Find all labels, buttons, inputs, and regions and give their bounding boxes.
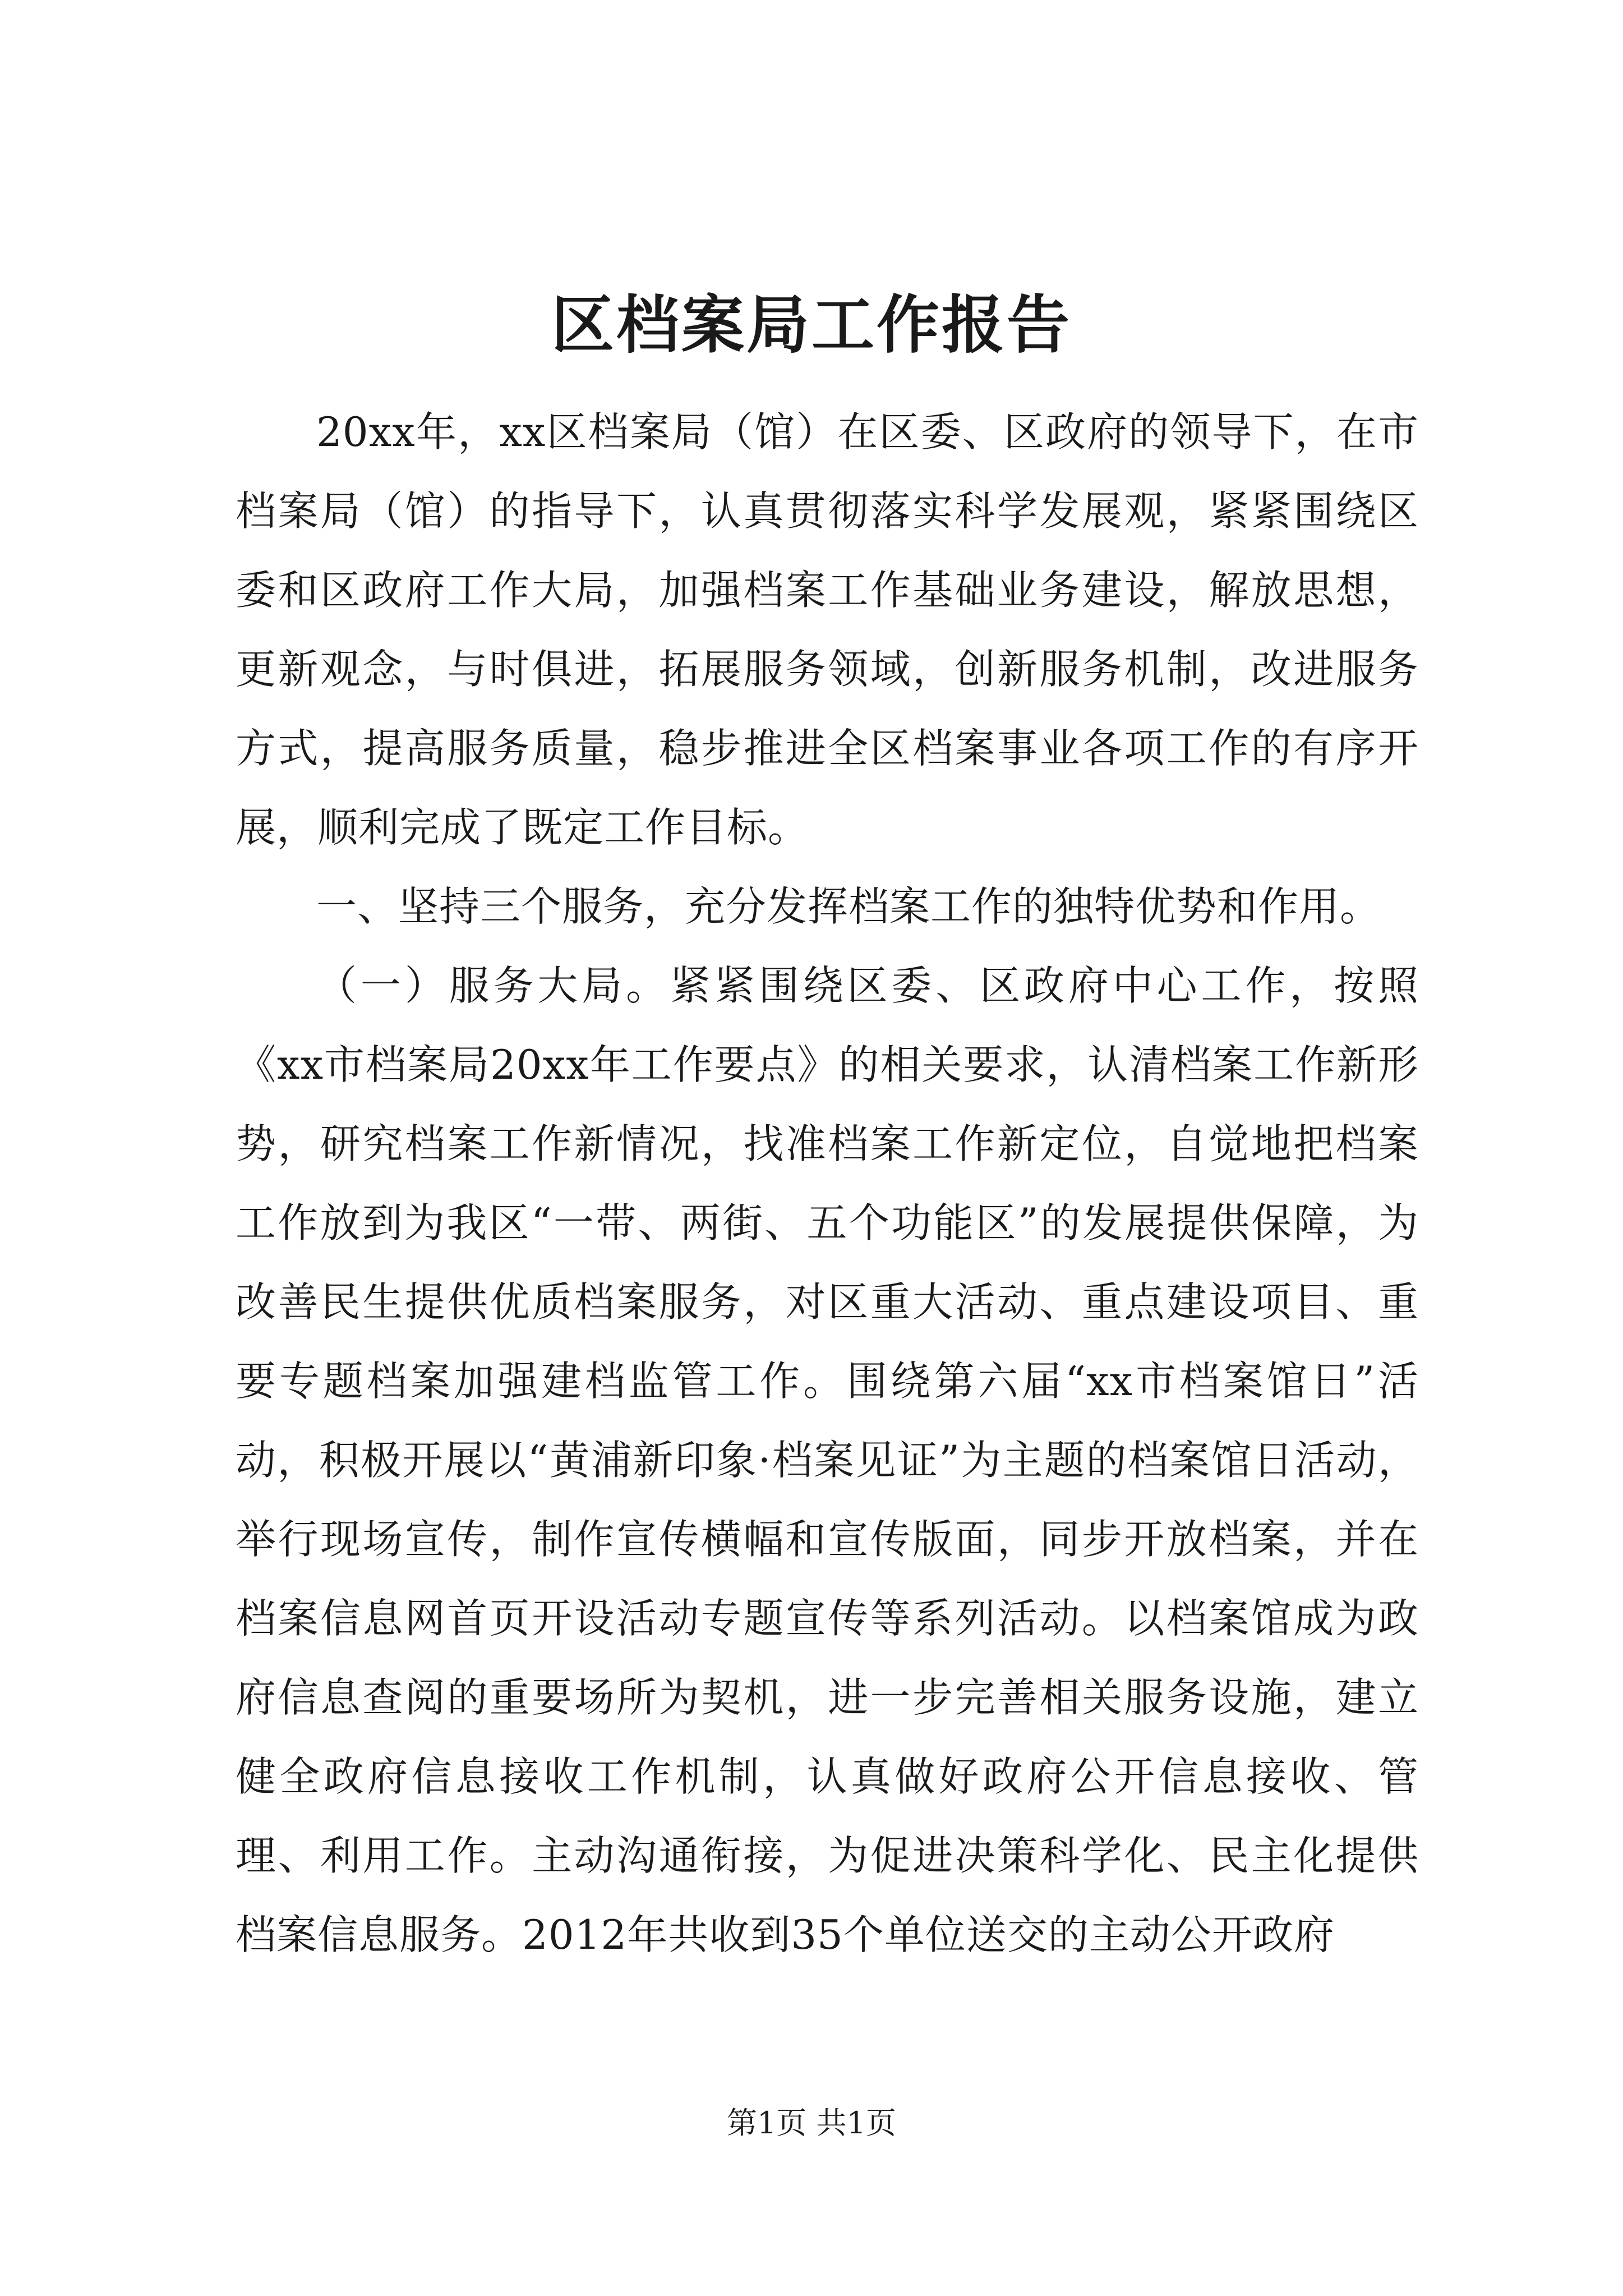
document-title: 区档案局工作报告 <box>551 288 1072 362</box>
paragraph-section-heading: 一、坚持三个服务，充分发挥档案工作的独特优势和作用。 <box>316 883 1381 930</box>
paragraph-intro: 20xx年，xx区档案局（馆）在区委、区政府的领导下，在市档案局（馆）的指导下，认真贯彻落实科学发展观，紧紧围绕区委和区政府工作大局，加强档案工作基础业务建设，解放思想，更新观念，与时俱进，拓展服务领域，创新服务机制，改进服务方式，提高服务质量，稳步推进全区档案事业各项工作的有序开展，顺利完成了既定工作目标。 <box>236 408 1419 851</box>
document-body <box>236 393 1419 1975</box>
paragraph-service-overall: （一）服务大局。紧紧围绕区委、区政府中心工作，按照《xx市档案局20xx年工作要点》的相关要求，认清档案工作新形势，研究档案工作新情况，找准档案工作新定位，自觉地把档案工作放到为我区“一带、两街、五个功能区”的发展提供保障，为改善民生提供优质档案服务，对区重大活动、重点建设项目、重要专题档案加强建档监管工作。围绕第六届“xx市档案馆日”活动，积极开展以“黄浦新印象·档案见证”为主题的档案馆日活动，举行现场宣传，制作宣传横幅和宣传版面，同步开放档案，并在档案信息网首页开设活动专题宣传等系列活动。以档案馆成为政府信息查阅的重要场所为契机，进一步完善相关服务设施，建立健全政府信息接收工作机制，认真做好政府公开信息接收、管理、利用工作。主动沟通衔接，为促进决策科学化、民主化提供档案信息服务。2012年共收到35个单位送交的主动公开政府 <box>236 962 1419 1958</box>
page-number: 第1页 共1页 <box>727 2105 896 2141</box>
page-footer <box>0 2101 1623 2146</box>
